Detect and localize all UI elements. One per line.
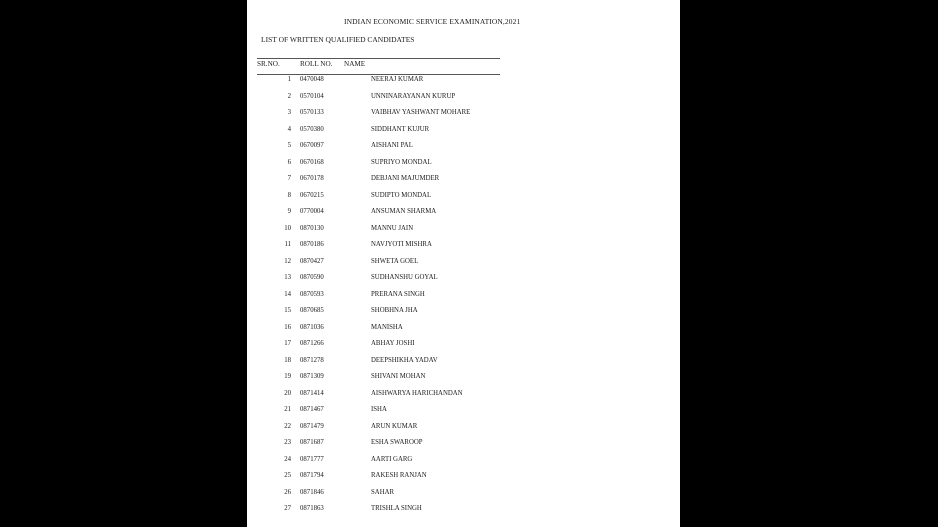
table-row bbox=[247, 92, 680, 109]
name-cell: DEBJANI MAJUMDER bbox=[371, 175, 440, 182]
table-row bbox=[247, 389, 680, 406]
name-cell: AISHWARYA HARICHANDAN bbox=[371, 389, 463, 397]
table-row bbox=[247, 75, 680, 92]
sr-no-cell: 21 bbox=[284, 406, 291, 413]
table-row bbox=[247, 224, 680, 241]
sr-no-cell: 14 bbox=[284, 290, 291, 298]
roll-no-cell: 0770004 bbox=[300, 208, 324, 215]
sr-no-cell: 10 bbox=[284, 224, 291, 232]
name-cell: SHWETA GOEL bbox=[371, 257, 419, 265]
table-row bbox=[247, 405, 680, 422]
roll-no-cell: 0570380 bbox=[300, 125, 324, 133]
name-cell: ESHA SWAROOP bbox=[371, 439, 423, 446]
name-cell: MANNU JAIN bbox=[371, 224, 414, 232]
sr-no-cell: 3 bbox=[287, 109, 291, 116]
table-row bbox=[247, 504, 680, 521]
name-cell: VAIBHAV YASHWANT MOHARE bbox=[371, 109, 471, 116]
roll-no-cell: 0670215 bbox=[300, 191, 324, 199]
sr-no-cell: 6 bbox=[287, 158, 291, 166]
name-cell: ABHAY JOSHI bbox=[371, 340, 415, 347]
sr-no-cell: 1 bbox=[287, 76, 291, 83]
roll-no-cell: 0670178 bbox=[300, 175, 324, 182]
sr-no-cell: 13 bbox=[284, 274, 291, 281]
roll-no-cell: 0870593 bbox=[300, 290, 324, 298]
name-cell: SHIVANI MOHAN bbox=[371, 373, 426, 380]
table-row bbox=[247, 273, 680, 290]
sr-no-cell: 4 bbox=[287, 125, 291, 133]
roll-no-cell: 0871777 bbox=[300, 455, 324, 463]
table-row bbox=[247, 158, 680, 175]
column-header-name: NAME bbox=[344, 60, 366, 68]
table-row bbox=[247, 125, 680, 142]
name-cell: SHOBHNA JHA bbox=[371, 307, 418, 314]
sr-no-cell: 7 bbox=[287, 175, 291, 182]
name-cell: TRISHLA SINGH bbox=[371, 505, 422, 512]
name-cell: UNNINARAYANAN KURUP bbox=[371, 92, 456, 100]
table-row bbox=[247, 257, 680, 274]
sr-no-cell: 11 bbox=[284, 241, 291, 248]
roll-no-cell: 0870685 bbox=[300, 307, 324, 314]
sr-no-cell: 2 bbox=[287, 92, 291, 100]
name-cell: NAVJYOTI MISHRA bbox=[371, 241, 432, 248]
name-cell: SIDDHANT KUJUR bbox=[371, 125, 430, 133]
roll-no-cell: 0871278 bbox=[300, 356, 324, 364]
table-row bbox=[247, 108, 680, 125]
roll-no-cell: 0871266 bbox=[300, 340, 324, 347]
roll-no-cell: 0570104 bbox=[300, 92, 324, 100]
roll-no-cell: 0871846 bbox=[300, 488, 324, 496]
name-cell: RAKESH RANJAN bbox=[371, 472, 427, 479]
document-title: INDIAN ECONOMIC SERVICE EXAMINATION,2021 bbox=[344, 17, 521, 26]
sr-no-cell: 25 bbox=[284, 472, 291, 479]
roll-no-cell: 0871479 bbox=[300, 422, 324, 430]
table-row bbox=[247, 323, 680, 340]
roll-no-cell: 0870186 bbox=[300, 241, 324, 248]
candidate-list bbox=[247, 75, 680, 521]
table-row bbox=[247, 339, 680, 356]
roll-no-cell: 0871687 bbox=[300, 439, 324, 446]
column-header-roll-no: ROLL NO. bbox=[300, 60, 333, 68]
sr-no-cell: 9 bbox=[287, 208, 291, 215]
table-row bbox=[247, 488, 680, 505]
table-row bbox=[247, 306, 680, 323]
table-row bbox=[247, 141, 680, 158]
sr-no-cell: 15 bbox=[284, 307, 291, 314]
name-cell: AARTI GARG bbox=[371, 455, 413, 463]
name-cell: AISHANI PAL bbox=[371, 142, 413, 149]
sr-no-cell: 8 bbox=[287, 191, 291, 199]
roll-no-cell: 0871309 bbox=[300, 373, 324, 380]
sr-no-cell: 20 bbox=[284, 389, 291, 397]
roll-no-cell: 0871036 bbox=[300, 323, 324, 331]
table-row bbox=[247, 290, 680, 307]
name-cell: SUPRIYO MONDAL bbox=[371, 158, 432, 166]
name-cell: SAHAR bbox=[371, 488, 395, 496]
roll-no-cell: 0871467 bbox=[300, 406, 324, 413]
sr-no-cell: 16 bbox=[284, 323, 291, 331]
roll-no-cell: 0871414 bbox=[300, 389, 324, 397]
name-cell: ISHA bbox=[371, 406, 387, 413]
sr-no-cell: 12 bbox=[284, 257, 291, 265]
sr-no-cell: 19 bbox=[284, 373, 291, 380]
name-cell: DEEPSHIKHA YADAV bbox=[371, 356, 438, 364]
name-cell: NEERAJ KUMAR bbox=[371, 76, 424, 83]
roll-no-cell: 0871863 bbox=[300, 505, 324, 512]
sr-no-cell: 5 bbox=[287, 142, 291, 149]
name-cell: PRERANA SINGH bbox=[371, 290, 425, 298]
roll-no-cell: 0470048 bbox=[300, 76, 324, 83]
sr-no-cell: 23 bbox=[284, 439, 291, 446]
name-cell: SUDHANSHU GOYAL bbox=[371, 274, 438, 281]
table-row bbox=[247, 422, 680, 439]
document-subtitle: LIST OF WRITTEN QUALIFIED CANDIDATES bbox=[261, 35, 415, 44]
roll-no-cell: 0670168 bbox=[300, 158, 324, 166]
roll-no-cell: 0570133 bbox=[300, 109, 324, 116]
table-row bbox=[247, 455, 680, 472]
roll-no-cell: 0870427 bbox=[300, 257, 324, 265]
column-header-sr-no: SR.NO. bbox=[257, 60, 280, 68]
sr-no-cell: 26 bbox=[284, 488, 291, 496]
table-row bbox=[247, 471, 680, 488]
table-row bbox=[247, 240, 680, 257]
sr-no-cell: 18 bbox=[284, 356, 291, 364]
sr-no-cell: 24 bbox=[284, 455, 291, 463]
document-page bbox=[247, 0, 680, 527]
table-row bbox=[247, 372, 680, 389]
table-row bbox=[247, 174, 680, 191]
roll-no-cell: 0870590 bbox=[300, 274, 324, 281]
roll-no-cell: 0870130 bbox=[300, 224, 324, 232]
sr-no-cell: 27 bbox=[284, 505, 291, 512]
table-row bbox=[247, 356, 680, 373]
header-rule-top bbox=[257, 58, 500, 59]
roll-no-cell: 0670097 bbox=[300, 142, 324, 149]
roll-no-cell: 0871794 bbox=[300, 472, 324, 479]
name-cell: SUDIPTO MONDAL bbox=[371, 191, 432, 199]
table-row bbox=[247, 438, 680, 455]
sr-no-cell: 22 bbox=[284, 422, 291, 430]
table-row bbox=[247, 207, 680, 224]
sr-no-cell: 17 bbox=[284, 340, 291, 347]
name-cell: ANSUMAN SHARMA bbox=[371, 208, 437, 215]
name-cell: MANISHA bbox=[371, 323, 403, 331]
table-row bbox=[247, 191, 680, 208]
name-cell: ARUN KUMAR bbox=[371, 422, 418, 430]
